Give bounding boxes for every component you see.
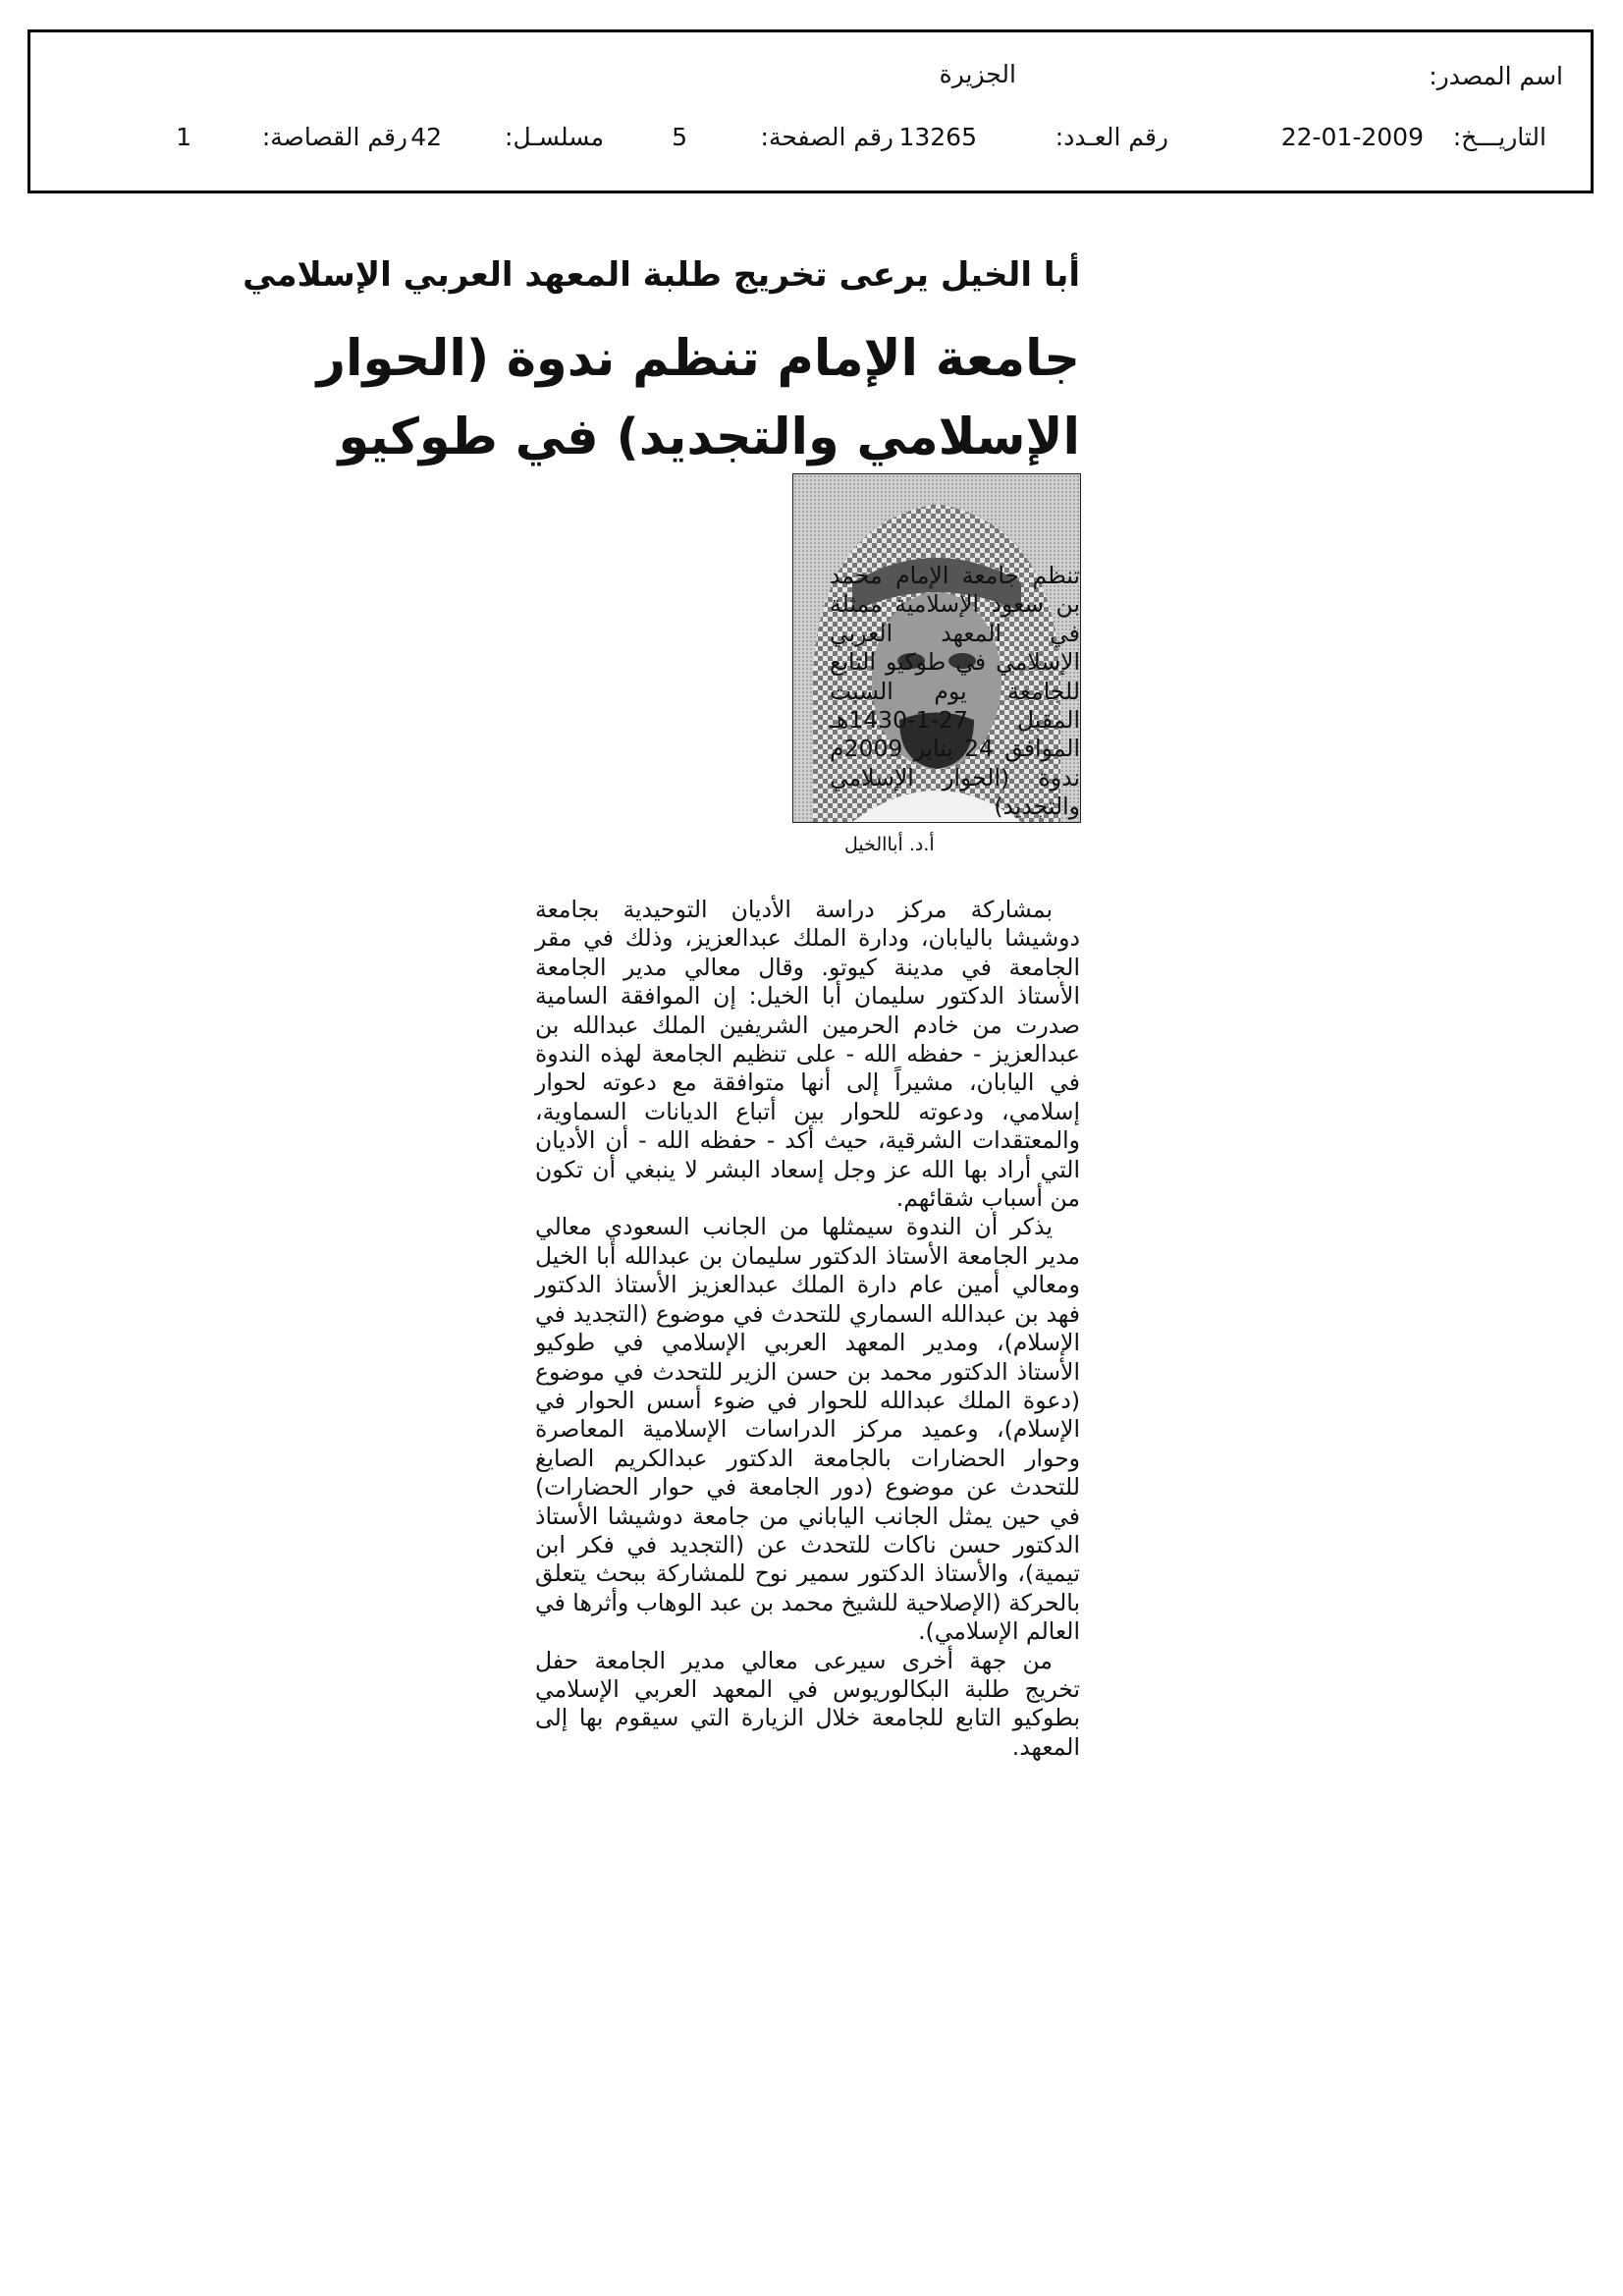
source-value: الجزيرة [939,60,1016,88]
article-paragraph: يذكر أن الندوة سيمثلها من الجانب السعودي معالي مدير الجامعة الأستاذ الدكتور سليمان بن عبدالله أبا الخيل ومعالي أمين عام دارة الملك عبدالعزيز الأستاذ الدكتور فهد بن عبدالله السماري للتحدث في موضوع (التجديد في الإسلام)، ومدير المعهد العربي الإسلامي في طوكيو الأستاذ الدكتور محمد بن حسن الزير للتحدث في موضوع (دعوة الملك عبدالله للحوار في ضوء أسس الحوار في الإسلام)، وعميد مركز الدراسات الإسلامية المعاصرة وحوار الحضارات بالجامعة الدكتور عبدالكريم الصايغ للتحدث عن موضوع (دور الجامعة في حوار الحضارات) في حين يمثل الجانب الياباني من جامعة دوشيشا الأستاذ الدكتور حسن ناكات للتحدث عن (التجديد في فكر ابن تيمية)، والأستاذ الدكتور سمير نوح للمشاركة ببحث يتعلق بالحركة (الإصلاحية للشيخ محمد بن عبد الوهاب وأثرها في العالم الإسلامي). [535,1213,1080,1646]
article-kicker: أبا الخيل يرعى تخريج طلبة المعهد العربي الإسلامي [243,255,1080,295]
article-body [535,896,1080,1762]
article-headline [317,320,1080,477]
source-label: اسم المصدر: [1429,62,1563,90]
headline-line-1: جامعة الإمام تنظم ندوة (الحوار [316,330,1080,388]
issue-value: 13265 [898,123,977,151]
date-value: 22-01-2009 [1280,123,1424,151]
clipping-header-box [27,29,1594,193]
page-label: رقم الصفحة: [760,123,893,151]
date-label: التاريـــخ: [1452,123,1546,151]
article-paragraph: بمشاركة مركز دراسة الأديان التوحيدية بجامعة دوشيشا باليابان، ودارة الملك عبدالعزيز، وذلك في مقر الجامعة في مدينة كيوتو. وقال معالي مدير الجامعة الأستاذ الدكتور سليمان أبا الخيل: إن الموافقة السامية صدرت من خادم الحرمين الشريفين الملك عبدالله بن عبدالعزيز - حفظه الله - على تنظيم الجامعة لهذه الندوة في اليابان، مشيراً إلى أنها متوافقة مع دعوته لحوار إسلامي، ودعوته للحوار بين أتباع الديانات السماوية، والمعتقدات الشرقية، حيث أكد - حفظه الله - أن الأديان التي أراد بها الله عز وجل إسعاد البشر لا ينبغي أن تكون من أسباب شقائهم. [535,896,1080,1213]
serial-value: 42 [410,123,442,151]
article-lead: تنظم جامعة الإمام محمد بن سعود الإسلامية ممثلة في المعهد العربي الإسلامي في طوكيو التابع للجامعة يوم السبت المقبل 27-1-1430هـ الموافق 24 يناير 2009م ندوة (الحوار الإسلامي والتجديد) [830,562,1080,821]
page-value: 5 [672,123,687,151]
issue-label: رقم العـدد: [1055,123,1168,151]
clipping-value: 1 [176,123,191,151]
headline-line-2: الإسلامي والتجديد) في طوكيو [338,409,1080,466]
clipping-label: رقم القصاصة: [261,123,407,151]
article-paragraph: من جهة أخرى سيرعى معالي مدير الجامعة حفل تخريج طلبة البكالوريوس في المعهد العربي الإسلامي بطوكيو التابع للجامعة خلال الزيارة التي سيقوم بها إلى المعهد. [535,1646,1080,1761]
photo-caption: أ.د. أباالخيل [844,834,935,855]
serial-label: مسلسـل: [505,123,604,151]
